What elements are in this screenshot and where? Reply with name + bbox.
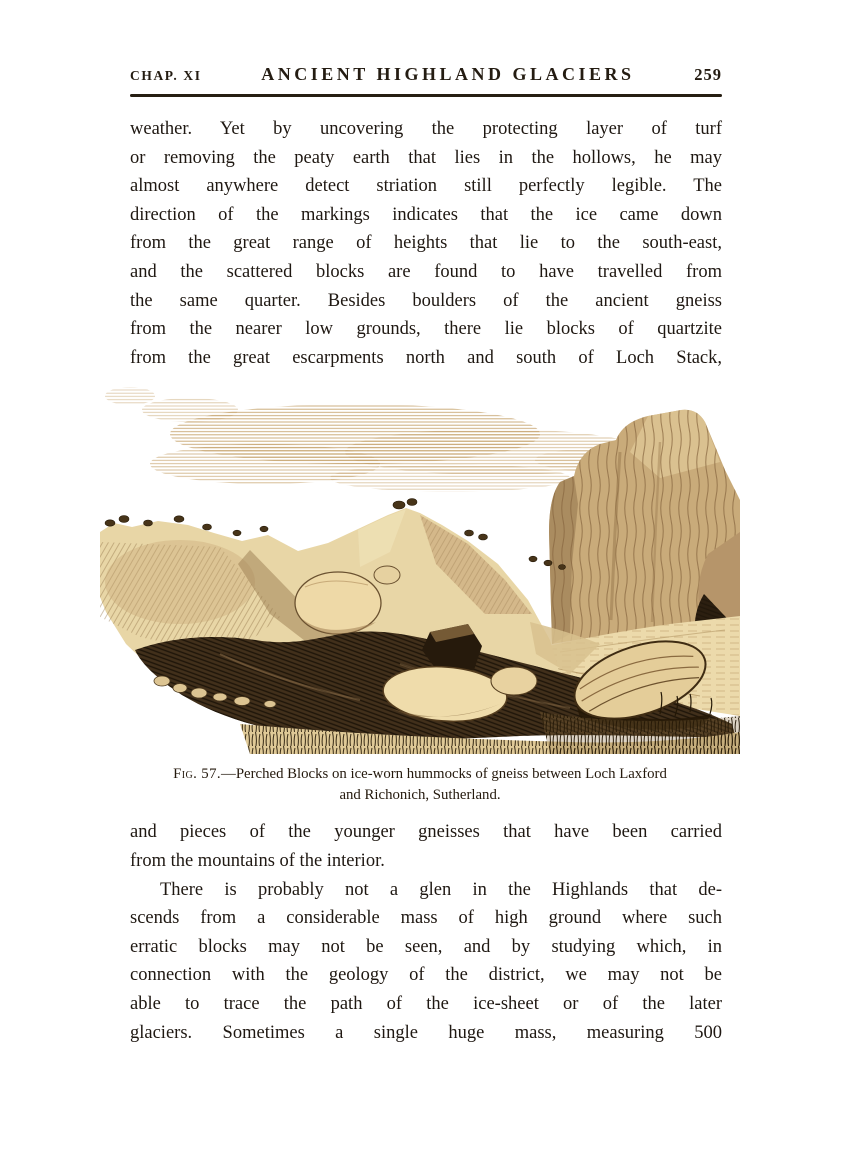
- figure-caption-line2: and Richonich, Sutherland.: [339, 787, 501, 804]
- text-line: or removing the peaty earth that lies in the hollows, he may: [130, 147, 722, 168]
- text-line: from the nearer low grounds, there lie blocks of quartzite: [130, 319, 722, 340]
- figure-caption: [100, 764, 740, 806]
- paragraph-1-continued: [130, 818, 722, 875]
- running-title: ANCIENT HIGHLAND GLACIERS: [261, 64, 635, 84]
- text-line: weather. Yet by uncovering the protecting layer of turf: [130, 119, 722, 139]
- page-number: 259: [694, 65, 722, 84]
- page-header: [130, 64, 722, 85]
- text-line: erratic blocks may not be seen, and by studying which, in: [130, 936, 722, 957]
- text-line: from the great range of heights that lie to the south-east,: [130, 233, 722, 254]
- chapter-label: CHAP. XI: [130, 68, 202, 83]
- figure-label: Fig. 57.: [173, 766, 222, 783]
- paragraph-1: [130, 115, 722, 372]
- text-line: from the great escarpments north and south of Loch Stack,: [130, 347, 722, 368]
- header-rule: [130, 94, 722, 97]
- text-line: scends from a considerable mass of high ground where such: [130, 908, 722, 929]
- text-line: connection with the geology of the district, we may not be: [130, 965, 722, 986]
- text-line: able to trace the path of the ice-sheet or of the later: [130, 993, 722, 1014]
- text-line: from the mountains of the interior.: [130, 850, 385, 871]
- figure-caption-line1: [100, 764, 740, 785]
- text-line: and pieces of the younger gneisses that have been carried: [130, 822, 722, 843]
- text-line: and the scattered blocks are found to have travelled from: [130, 261, 722, 282]
- paragraph-2: [130, 876, 722, 1048]
- engraving-illustration: [100, 382, 740, 754]
- text-line: almost anywhere detect striation still perfectly legible. The: [130, 176, 722, 197]
- figure-caption-text: —Perched Blocks on ice-worn hummocks of gneiss between Loch Laxford: [221, 766, 667, 783]
- text-column: [130, 64, 722, 1047]
- text-line: the same quarter. Besides boulders of the ancient gneiss: [130, 290, 722, 311]
- figure-57: [100, 382, 740, 806]
- text-line: glaciers. Sometimes a single huge mass, measuring 500: [130, 1022, 722, 1043]
- text-line: direction of the markings indicates that the ice came down: [130, 204, 722, 225]
- text-line: There is probably not a glen in the Highlands that de-: [160, 879, 722, 900]
